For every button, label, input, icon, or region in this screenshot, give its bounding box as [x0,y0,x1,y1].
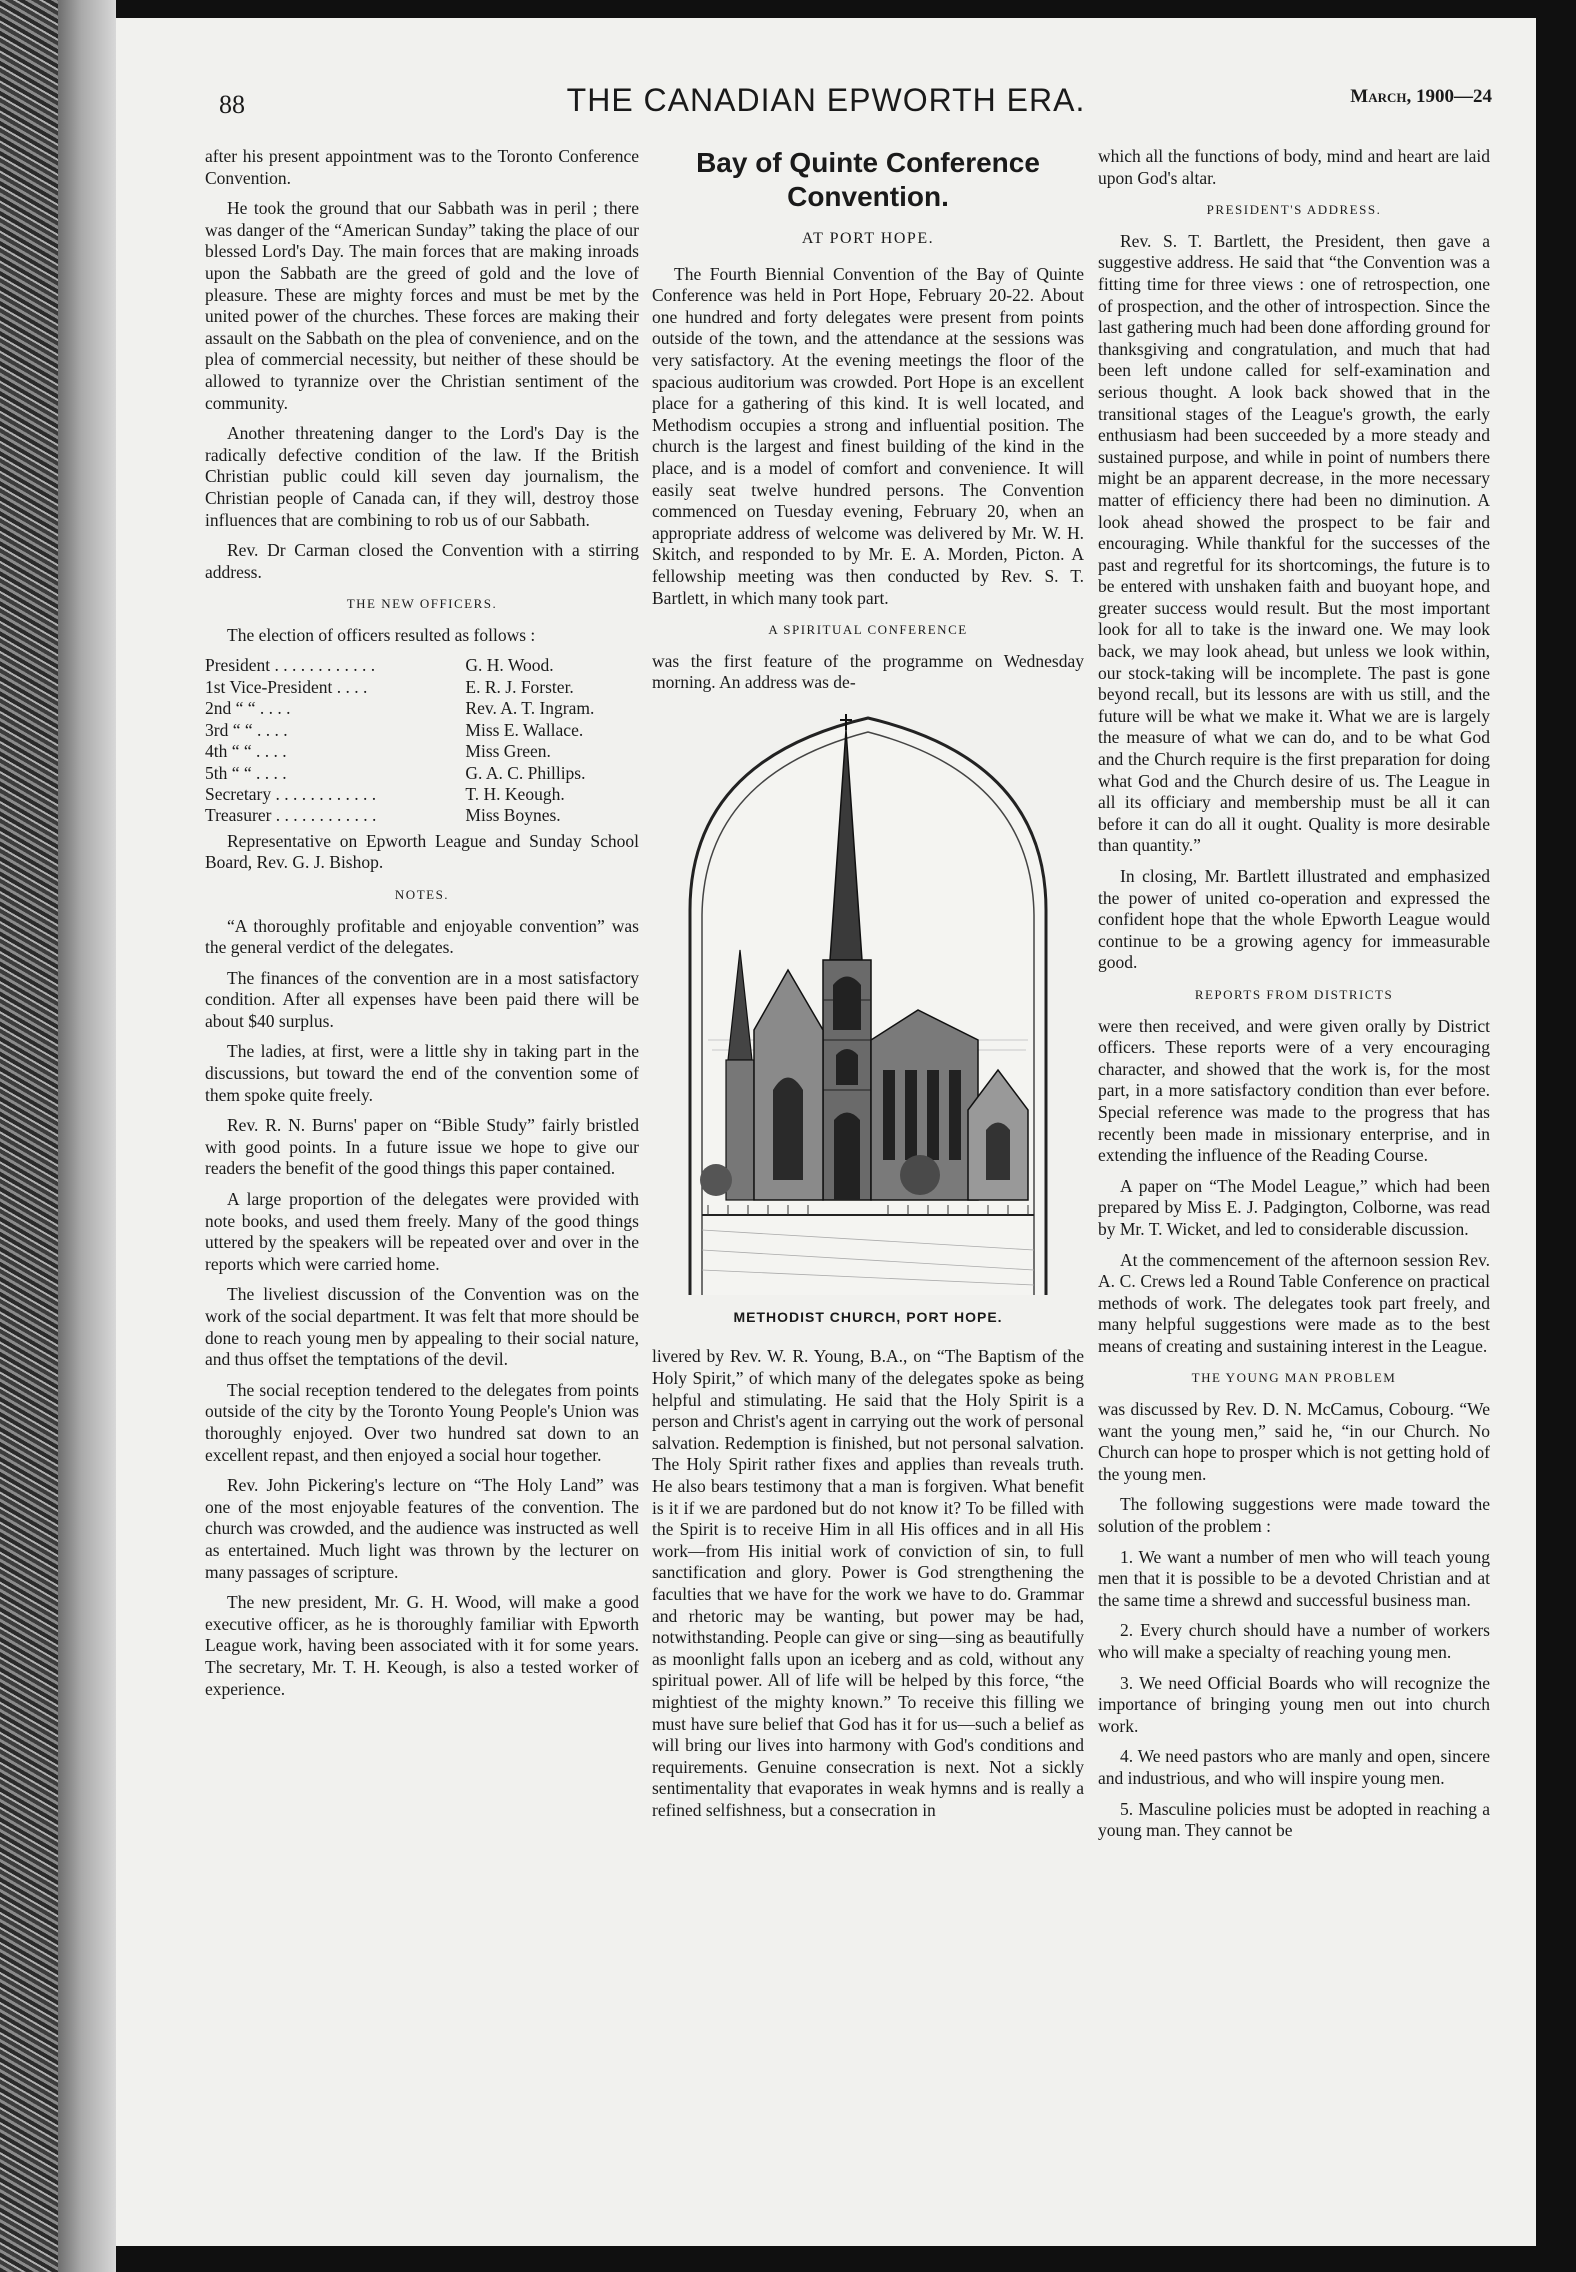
officer-name: E. R. J. Forster. [465,676,574,697]
officer-role: Secretary . . . . . . . . . . . . [205,783,377,804]
journal-title: THE CANADIAN EPWORTH ERA. [566,82,1086,118]
list-item: 3. We need Official Boards who will recognize the importance of bringing young men out into church work. [1098,1672,1490,1736]
column-right [1098,146,1490,1851]
paragraph: The following suggestions were made toward the solution of the problem : [1098,1494,1490,1537]
paragraph: He took the ground that our Sabbath was in peril ; there was danger of the “American Sunday” taking the place of our blessed Lord's Day. The main forces that are making inroads upon the Sabbath are the greed of gold and the love of pleasure. These are mighty forces and must be met by the united power of the churches. These forces are making their assault on the Sabbath on the plea of convenience, and on the plea of commercial necessity, but neither of these should be allowed to tyrannize over the Christian sentiment of the community. [205,198,639,413]
officers-table [205,655,639,826]
officer-name: Miss E. Wallace. [465,719,584,740]
section-heading-notes: NOTES. [394,886,450,902]
church-illustration [668,710,1068,1295]
column-middle [652,146,1084,1831]
officer-row [205,784,639,805]
paragraph: were then received, and were given orally by District officers. These reports were of a very encouraging character, and showed that the work is, for the most part, in a more satisfactory condition than ever before. Special reference was made to the progress that has recently been made in missionary enterprise, and in extending the influence of the Reading Course. [1098,1015,1490,1166]
section-heading-spiritual-conference: A SPIRITUAL CONFERENCE [768,622,968,638]
paragraph: which all the functions of body, mind and heart are laid upon God's altar. [1098,146,1490,188]
paragraph: “A thoroughly profitable and enjoyable convention” was the general verdict of the delegates. [205,915,639,958]
paragraph: Rev. S. T. Bartlett, the President, then gave a suggestive address. He said that “the Convention was a fitting time for three views : one of retrospection, one of prospection, and the other of introspection. Since the last gathering much had been done affording ground for thanksgiving and congratulation, and much that had been left undone called for self-examination and serious thought. A look back showed that in the transitional stages of the League's growth, the early enthusiasm had been succeeded by a more steady and sustained purpose, and while in point of numbers there might be an apparent decrease, in the more necessary matter of efficiency there had been no diminution. A look ahead showed the prospect to be fair and encouraging. While thankful for the successes of the past and regretful for its shortcomings, the future is to be entered with unshaken faith and buoyant hope, and greater success would result. But the most important look for all to take is the inward one. We may look back, we may look ahead, but unless we look within, our stock-taking will be incomplete. The past is gone beyond recall, but its lessons are with us still, and the future will be what we make it. What we are is largely the measure of what we can do, and to be what God and the Church require is the first preparation for doing what God and the Church desire of us. The League in all its officiary and membership must be all it can before it can do all it ought. Quality is more desirable than quantity.” [1098,230,1490,856]
list-item: 4. We need pastors who are manly and open, sincere and industrious, and who will inspire young men. [1098,1746,1490,1788]
paragraph: livered by Rev. W. R. Young, B.A., on “The Baptism of the Holy Spirit,” of which many of the delegates spoke as being helpful and stimulating. He said that the Holy Spirit is a person and Christ's agent in carrying out the work of personal salvation. Redemption is finished, but not personal salvation. The Holy Spirit rather fixes and applies than reveals truth. He also bears testimony that a man is forgiven. What benefit is it if we are pardoned but do not know it? To be filled with the Spirit is to receive Him in all His offices and in all His work—from His initial work of conviction of sin, to full sanctification and glory. Power is God strengthening the faculties that we have for the work we have to do. Grammar and rhetoric may be wanting, but power may be had, notwithstanding. People can give or sing—sing as beautifully as moonlight falls upon an iceberg and as cold, without any spiritual power. All of life will be helped by this force, “the mightiest of the mighty known.” To receive this filling we must have sure belief that God has it for us—such a belief as will bring our lives into harmony with God's conditions and requirements. Genuine consecration is next. Not a sickly sentimentality that evaporates in weak hymns and is really a refined selfishness, but a consecration in [652,1346,1084,1820]
book-binding [0,0,58,2272]
binding-edge [58,0,116,2272]
officer-name: Miss Green. [465,741,551,762]
paragraph: In closing, Mr. Bartlett illustrated and emphasized the power of united co-operation and expressed the confident hope that the whole Epworth League would continue to be a growing agency for immeasurable good. [1098,866,1490,973]
officer-row [205,698,639,719]
paragraph: The finances of the convention are in a most satisfactory condition. After all expenses have been paid there will be about $40 surplus. [205,967,639,1031]
section-heading-presidents-address: PRESIDENT'S ADDRESS. [1206,202,1382,218]
officer-role: 5th “ “ . . . . [205,762,287,783]
officer-role: 4th “ “ . . . . [205,741,287,762]
paragraph: The ladies, at first, were a little shy in taking part in the discussions, but toward the end of the convention some of them spoke quite freely. [205,1041,639,1105]
list-item: 5. Masculine policies must be adopted in reaching a young man. They cannot be [1098,1798,1490,1841]
paragraph: The social reception tendered to the delegates from points outside of the city by the Toronto Young People's Union was thoroughly enjoyed. Over two hundred sat down to an excellent repast, and then enjoyed a social hour together. [205,1379,639,1465]
suggestions-list [1098,1547,1490,1842]
article-subtitle: AT PORT HOPE. [801,230,935,247]
officer-name: Rev. A. T. Ingram. [465,698,595,719]
section-heading-young-man-problem: THE YOUNG MAN PROBLEM [1191,1370,1397,1386]
paragraph: The Fourth Biennial Convention of the Bay of Quinte Conference was held in Port Hope, February 20-22. About one hundred and forty delegates were present from points outside of the town, and the attendance at the sessions was very satisfactory. At the evening meetings the floor of the spacious auditorium was crowded. Port Hope is an excellent place for a gathering of this kind. It is well located, and Methodism occupies a strong and influential position. The church is the largest and finest building of the kind in the place, and is a model of comfort and convenience. It will easily seat twelve hundred persons. The Convention commenced on Tuesday evening, February 20, when an appropriate address of welcome was delivered by Mr. W. H. Skitch, and responded to by Mr. E. A. Morden, Picton. A fellowship meeting was then conducted by Rev. S. T. Bartlett, in which many took part. [652,263,1084,608]
paragraph: A large proportion of the delegates were provided with note books, and used them freely. Many of the good things uttered by the speakers will be repeated over and over in the reports which were carried home. [205,1189,639,1274]
officer-row [205,805,639,826]
officer-name: G. A. C. Phillips. [465,762,586,783]
column-left [205,146,639,1709]
paragraph: Another threatening danger to the Lord's Day is the radically defective condition of the law. If the British Christian public could kill seven day journalism, the Christian people of Canada can, if they will, destroy those influences that are combining to rob us of our Sabbath. [205,423,639,530]
paragraph: Rev. John Pickering's lecture on “The Holy Land” was one of the most enjoyable features of the convention. The church was crowded, and the audience was instructed as well as entertained. Much light was thrown by the lecturer on many passages of scripture. [205,1475,639,1582]
paragraph: At the commencement of the afternoon session Rev. A. C. Crews led a Round Table Conference on practical methods of work. The delegates took part freely, and many helpful suggestions were made as to the best means of creating and sustaining interest in the League. [1098,1249,1490,1356]
church-engraving-svg [668,710,1068,1295]
paragraph: Rev. Dr Carman closed the Convention with a stirring address. [205,540,639,582]
section-heading-new-officers: THE NEW OFFICERS. [346,596,498,612]
officer-role: 2nd “ “ . . . . [205,698,291,719]
paragraph: after his present appointment was to the Toronto Conference Convention. [205,146,639,188]
officer-role: President . . . . . . . . . . . . [205,655,376,676]
article-title: Bay of Quinte Conference Convention. [696,147,1040,212]
list-item: 2. Every church should have a number of workers who will make a specialty of reaching young men. [1098,1620,1490,1662]
paragraph: The election of officers resulted as follows : [227,624,536,645]
list-item: 1. We want a number of men who will teach young men that it is possible to be a devoted Christian and at the same time a shrewd and successful business man. [1098,1546,1490,1610]
officer-role: 1st Vice-President . . . . [205,676,368,697]
paragraph: The new president, Mr. G. H. Wood, will make a good executive officer, as he is thoroughly familiar with Epworth League work, having been associated with it for some years. The secretary, Mr. T. H. Keough, is also a tested worker of experience. [205,1592,639,1699]
officer-row [205,720,639,741]
officer-row [205,741,639,762]
officer-name: Miss Boynes. [465,805,561,826]
officer-row [205,677,639,698]
officer-name: G. H. Wood. [465,655,554,676]
officer-row [205,763,639,784]
page-number: 88 [219,90,245,119]
page-header [116,76,1536,126]
section-heading-reports-from-districts: REPORTS FROM DISTRICTS [1194,986,1394,1002]
paragraph: was discussed by Rev. D. N. McCamus, Cobourg. “We want the young men,” said he, “in our Church. No Church can hope to prosper which is not getting hold of the young men. [1098,1399,1490,1484]
paragraph: Rev. R. N. Burns' paper on “Bible Study” fairly bristled with good points. In a future issue we hope to give our readers the benefit of the good things this paper contained. [205,1115,639,1179]
issue-date: March, 1900—24 [1350,86,1492,107]
officer-role: Treasurer . . . . . . . . . . . . [205,805,377,826]
figure-caption: METHODIST CHURCH, PORT HOPE. [733,1308,1003,1325]
paragraph: A paper on “The Model League,” which had been prepared by Miss E. J. Padgington, Colborne, was read by Mr. T. Wicket, and led to considerable discussion. [1098,1175,1490,1239]
page [116,18,1536,2246]
paragraph: Representative on Epworth League and Sunday School Board, Rev. G. J. Bishop. [205,830,639,873]
officer-name: T. H. Keough. [465,783,565,804]
officer-role: 3rd “ “ . . . . [205,719,288,740]
paragraph: was the first feature of the programme on Wednesday morning. An address was de- [652,650,1084,693]
paragraph: The liveliest discussion of the Convention was on the work of the social department. It was felt that more should be done to reach young men by appealing to their social nature, and thus offset the temptations of the devil. [205,1284,639,1370]
officer-row [205,655,639,676]
